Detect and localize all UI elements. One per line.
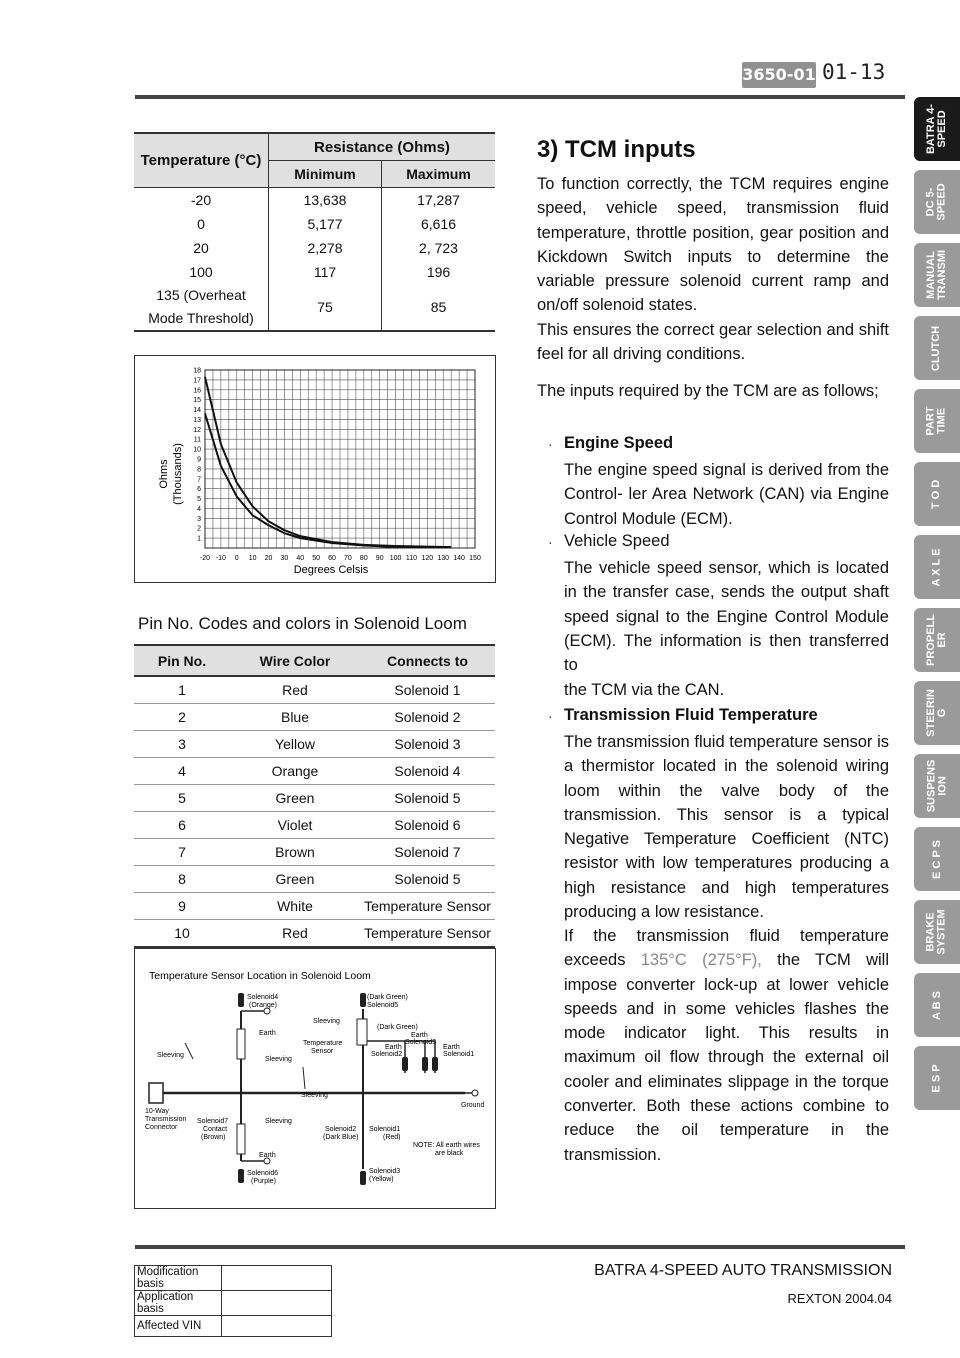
table-row: 100 117 196 <box>134 260 495 284</box>
tab-suspension[interactable]: SUSPENS ION <box>914 754 960 818</box>
table-row: 6 Violet Solenoid 6 <box>134 812 495 839</box>
y-tick-label: 10 <box>193 446 201 454</box>
table-row: 1 Red Solenoid 1 <box>134 676 495 704</box>
svg-text:Solenoid1: Solenoid1 <box>443 1051 475 1058</box>
y-tick-label: 12 <box>193 426 201 434</box>
x-axis-label: Degrees Celsis <box>293 564 369 576</box>
y-axis-label-units: (Thousands) <box>172 443 184 505</box>
svg-text:(Brown): (Brown) <box>201 1134 226 1141</box>
connector-icon <box>149 1083 163 1103</box>
intro-paragraph: To function correctly, the TCM requires engine speed, vehicle speed, transmission fluid temperature, throttle position, gear position and Kickdown Switch inputs to determine the variable pressure solenoid current ramp and on/off solenoid states. <box>537 175 889 315</box>
table-row: Affected VIN <box>135 1316 332 1337</box>
solenoid-loom-diagram-frame <box>134 948 496 1209</box>
table-row: 9 White Temperature Sensor <box>134 893 495 920</box>
pin-table <box>134 644 495 948</box>
x-tick-label: 120 <box>421 555 434 562</box>
fluid-temp-heading: Transmission Fluid Temperature <box>564 706 818 724</box>
svg-text:Earth: Earth <box>385 1044 402 1051</box>
bullet-marker: · <box>548 534 553 550</box>
x-tick-label: 0 <box>234 555 239 562</box>
col-pin-no: Pin No. <box>134 645 230 676</box>
svg-text:Solenoid3: Solenoid3 <box>369 1168 401 1175</box>
page-number: 01-13 <box>822 60 886 84</box>
y-tick-label: 5 <box>197 496 201 504</box>
col-maximum: Maximum <box>382 161 496 188</box>
section-title: 3) TCM inputs <box>537 136 696 163</box>
tab-batra-4-speed[interactable]: BATRA 4- SPEED <box>914 97 960 161</box>
resistance-chart-frame <box>134 355 496 583</box>
tab-propeller[interactable]: PROPELL ER <box>914 608 960 672</box>
y-tick-label: 1 <box>197 535 201 543</box>
svg-text:(Orange): (Orange) <box>249 1002 278 1009</box>
y-tick-label: 2 <box>197 525 201 533</box>
table-row: 8 Green Solenoid 5 <box>134 866 495 893</box>
col-resistance: Resistance (Ohms) <box>269 133 496 161</box>
engine-speed-body: The engine speed signal is derived from the Control- ler Area Network (CAN) via Engine Control Module (ECM). <box>564 461 889 528</box>
table-row: 0 5,177 6,616 <box>134 212 495 236</box>
y-tick-label: 14 <box>193 407 201 415</box>
x-tick-label: 10 <box>248 555 257 562</box>
resistance-chart <box>135 356 495 582</box>
x-tick-label: 20 <box>264 555 273 562</box>
modification-table <box>134 1265 332 1337</box>
y-tick-label: 18 <box>193 367 201 375</box>
intro-paragraph-3: The inputs required by the TCM are as follows; <box>537 382 879 400</box>
col-connects-to: Connects to <box>360 645 495 676</box>
x-tick-label: 110 <box>405 555 418 562</box>
svg-text:Contact: Contact <box>203 1126 228 1133</box>
y-tick-label: 16 <box>193 387 201 395</box>
table-row: 5 Green Solenoid 5 <box>134 785 495 812</box>
loom-table-title: Pin No. Codes and colors in Solenoid Loom <box>138 614 467 633</box>
y-tick-label: 9 <box>197 456 201 464</box>
tab-steering[interactable]: STEERIN G <box>914 681 960 745</box>
svg-text:Solenoid3: Solenoid3 <box>405 1039 437 1046</box>
bullet-marker: · <box>548 436 553 452</box>
svg-text:Transmission: Transmission <box>145 1116 187 1123</box>
table-row: Modification basis <box>135 1266 332 1291</box>
x-tick-label: 140 <box>453 555 465 562</box>
table-row: 7 Brown Solenoid 7 <box>134 839 495 866</box>
table-row: 2 Blue Solenoid 2 <box>134 704 495 731</box>
tab-axle[interactable]: A X L E <box>914 535 960 599</box>
fluid-temp-body-2: If the transmission fluid temperature exceeds 135°C (275°F), the TCM will impose converter lock-up at lower vehicle speeds and in some vehicles flashes the mode indicator light. This results in maximum oil flow through the external oil cooler and eliminates slippage in the torque converter. Both these actions combine to reduce the oil temperature in the transmission. <box>564 927 889 1164</box>
resistance-table <box>134 132 495 332</box>
x-tick-label: 90 <box>375 555 384 562</box>
bullet-marker: · <box>548 708 553 724</box>
svg-text:Sleeving: Sleeving <box>157 1052 184 1059</box>
svg-text:Solenoid2: Solenoid2 <box>371 1051 403 1058</box>
vehicle-speed-body: The vehicle speed sensor, which is located in the transfer case, sends the output shaft speed signal to the Engine Control Module (ECM). The information is then transferred to <box>564 559 889 675</box>
svg-text:(Yellow): (Yellow) <box>369 1176 394 1183</box>
tab-abs[interactable]: A B S <box>914 973 960 1037</box>
svg-text:Earth: Earth <box>259 1152 276 1159</box>
table-row: -20 13,638 17,287 <box>134 188 495 213</box>
svg-text:(Red): (Red) <box>383 1134 401 1141</box>
y-tick-label: 7 <box>197 476 201 484</box>
x-tick-label: -20 <box>199 555 211 562</box>
table-row: 20 2,278 2, 723 <box>134 236 495 260</box>
x-tick-label: 60 <box>328 555 336 562</box>
y-tick-label: 6 <box>197 486 201 494</box>
svg-text:Earth: Earth <box>443 1044 460 1051</box>
x-tick-label: 50 <box>312 555 321 562</box>
svg-text:Solenoid7: Solenoid7 <box>197 1118 229 1125</box>
section-code-badge: 3650-01 <box>742 62 816 88</box>
x-tick-label: -10 <box>215 555 226 562</box>
col-temperature: Temperature (°C) <box>134 133 269 188</box>
x-tick-label: 30 <box>280 555 289 562</box>
tab-clutch[interactable]: CLUTCH <box>914 316 960 380</box>
svg-text:Sleeving: Sleeving <box>313 1018 340 1025</box>
x-tick-label: 100 <box>389 555 402 562</box>
series-line-1 <box>205 377 451 547</box>
y-tick-label: 13 <box>193 416 201 424</box>
engine-speed-heading: Engine Speed <box>564 434 674 452</box>
svg-text:Sleeving: Sleeving <box>265 1056 292 1063</box>
svg-text:Earth: Earth <box>411 1032 428 1039</box>
svg-text:(Dark Green): (Dark Green) <box>377 1024 418 1031</box>
tab-dc-5-speed[interactable]: DC 5- SPEED <box>914 170 960 234</box>
svg-text:Connector: Connector <box>145 1124 178 1131</box>
y-tick-label: 17 <box>193 377 201 385</box>
svg-text:Sleeving: Sleeving <box>265 1118 292 1125</box>
threshold-temperature: 135°C (275°F), <box>640 951 762 970</box>
footer-model: REXTON 2004.04 <box>787 1291 892 1306</box>
x-tick-label: 150 <box>469 555 481 562</box>
svg-text:Solenoid4: Solenoid4 <box>247 994 279 1001</box>
tab-ecps[interactable]: E C P S <box>914 827 960 891</box>
y-tick-label: 8 <box>197 466 201 474</box>
intro-paragraph-2: This ensures the correct gear selection and shift feel for all driving conditions. <box>537 321 889 364</box>
y-tick-label: 15 <box>193 397 201 405</box>
x-tick-label: 40 <box>296 555 305 562</box>
tab-brake-system[interactable]: BRAKE SYSTEM <box>914 900 960 964</box>
col-wire-color: Wire Color <box>230 645 360 676</box>
svg-text:Ground: Ground <box>461 1102 485 1109</box>
svg-text:Earth: Earth <box>259 1030 276 1037</box>
fluid-temp-body: The transmission fluid temperature sensor is a thermistor located in the solenoid wiring loom within the valve body of the transmission. This sensor is a typical Negative Temperature Coefficient (NTC) resistor with low temperatures producing a high resistance and high temperatures producing a low resistance. <box>564 733 889 922</box>
footer-rule <box>135 1245 905 1249</box>
table-row: 4 Orange Solenoid 4 <box>134 758 495 785</box>
x-tick-label: 80 <box>359 555 368 562</box>
footer-title: BATRA 4-SPEED AUTO TRANSMISSION <box>594 1262 892 1279</box>
tab-esp[interactable]: E S P <box>914 1046 960 1110</box>
svg-text:Sensor: Sensor <box>311 1048 334 1055</box>
svg-text:Temperature: Temperature <box>303 1040 343 1047</box>
svg-text:Solenoid5: Solenoid5 <box>367 1002 399 1009</box>
svg-text:Solenoid2: Solenoid2 <box>325 1126 357 1133</box>
y-axis-label: Ohms <box>158 459 170 489</box>
x-tick-label: 130 <box>437 555 450 562</box>
solenoid-loom-diagram <box>135 949 495 1208</box>
series-line-2 <box>205 414 451 548</box>
vehicle-speed-body-2: the TCM via the CAN. <box>564 681 725 699</box>
vehicle-speed-heading: Vehicle Speed <box>564 532 670 550</box>
svg-text:Sleeving: Sleeving <box>301 1092 328 1099</box>
tab-manual-transmission[interactable]: MANUAL TRANSMI <box>914 243 960 307</box>
svg-text:10-Way: 10-Way <box>145 1108 169 1115</box>
table-row: 3 Yellow Solenoid 3 <box>134 731 495 758</box>
header-rule <box>135 95 905 99</box>
svg-text:(Dark Green): (Dark Green) <box>367 994 408 1001</box>
svg-text:(Dark Blue): (Dark Blue) <box>323 1134 359 1141</box>
y-tick-label: 4 <box>197 505 201 513</box>
svg-text:NOTE: All earth wires: NOTE: All earth wires <box>413 1142 480 1149</box>
y-tick-label: 11 <box>193 436 201 444</box>
tab-part-time[interactable]: PART TIME <box>914 389 960 453</box>
x-tick-label: 70 <box>344 555 352 562</box>
col-minimum: Minimum <box>269 161 382 188</box>
table-row: Application basis <box>135 1291 332 1316</box>
diagram-title: Temperature Sensor Location in Solenoid Loom <box>149 970 371 982</box>
svg-text:Solenoid1: Solenoid1 <box>369 1126 401 1133</box>
table-row: 135 (Overheat Mode Threshold) 75 85 <box>134 284 495 331</box>
table-row: 10 Red Temperature Sensor <box>134 920 495 948</box>
y-tick-label: 3 <box>197 515 201 523</box>
svg-text:Solenoid6: Solenoid6 <box>247 1170 279 1177</box>
svg-text:(Purple): (Purple) <box>251 1178 276 1185</box>
svg-text:are black: are black <box>435 1150 464 1157</box>
tab-tod[interactable]: T O D <box>914 462 960 526</box>
